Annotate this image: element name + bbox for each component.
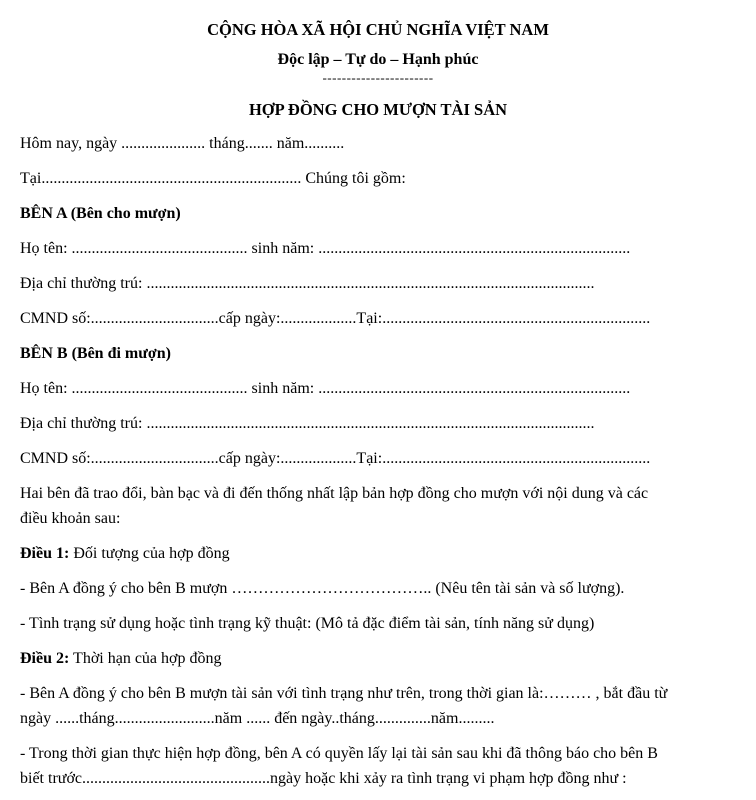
article-1-label: Điều 1: bbox=[20, 545, 70, 562]
party-b-address-line: Địa chỉ thường trú: ................................................................................................................ bbox=[20, 415, 595, 432]
article-2-heading bbox=[20, 650, 221, 668]
article-2-item-1-line-1: - Bên A đồng ý cho bên B mượn tài sản với tình trạng như trên, trong thời gian là:……… , bắt đầu từ bbox=[20, 685, 668, 702]
article-2-item-2-line-2: biết trước...............................................ngày hoặc khi xảy ra tình trạng vi phạm hợp đồng như : bbox=[20, 770, 627, 787]
party-a-address-line: Địa chỉ thường trú: ................................................................................................................ bbox=[20, 275, 595, 292]
party-b-heading: BÊN B (Bên đi mượn) bbox=[20, 345, 171, 362]
motto: Độc lập – Tự do – Hạnh phúc bbox=[277, 51, 479, 68]
party-a-id-line: CMND số:................................cấp ngày:...................Tại:................................................................... bbox=[20, 310, 651, 327]
title-divider: ----------------------- bbox=[322, 70, 434, 85]
article-2-item-1-line-2: ngày ......tháng.........................năm ...... đến ngày..tháng..............năm......... bbox=[20, 710, 495, 727]
party-b-name-line: Họ tên: ............................................ sinh năm: .............................................................................. bbox=[20, 380, 631, 397]
article-2-item-2-line-1: - Trong thời gian thực hiện hợp đồng, bên A có quyền lấy lại tài sản sau khi đã thông báo cho bên B bbox=[20, 745, 658, 762]
article-1-title: Đối tượng của hợp đồng bbox=[69, 545, 230, 562]
article-2-label: Điều 2: bbox=[20, 650, 70, 667]
party-a-name-line: Họ tên: ............................................ sinh năm: .............................................................................. bbox=[20, 240, 631, 257]
article-1-item-1: - Bên A đồng ý cho bên B mượn ……………………………….. (Nêu tên tài sản và số lượng). bbox=[20, 580, 625, 597]
party-a-heading: BÊN A (Bên cho mượn) bbox=[20, 205, 181, 222]
party-b-id-line: CMND số:................................cấp ngày:...................Tại:................................................................... bbox=[20, 450, 651, 467]
article-1-item-2: - Tình trạng sử dụng hoặc tình trạng kỹ thuật: (Mô tả đặc điểm tài sản, tính năng sử dụng) bbox=[20, 615, 595, 632]
document-title: HỢP ĐỒNG CHO MƯỢN TÀI SẢN bbox=[248, 100, 508, 119]
national-title: CỘNG HÒA XÃ HỘI CHỦ NGHĨA VIỆT NAM bbox=[207, 20, 549, 39]
place-line: Tại................................................................. Chúng tôi gồm: bbox=[20, 170, 406, 187]
agreement-line-2: điều khoản sau: bbox=[20, 510, 121, 527]
agreement-line-1: Hai bên đã trao đổi, bàn bạc và đi đến thống nhất lập bản hợp đồng cho mượn với nội dung và các bbox=[20, 485, 649, 502]
article-1-heading bbox=[20, 545, 230, 563]
article-2-title: Thời hạn của hợp đồng bbox=[69, 650, 222, 667]
date-line: Hôm nay, ngày ..................... tháng....... năm.......... bbox=[20, 135, 345, 152]
